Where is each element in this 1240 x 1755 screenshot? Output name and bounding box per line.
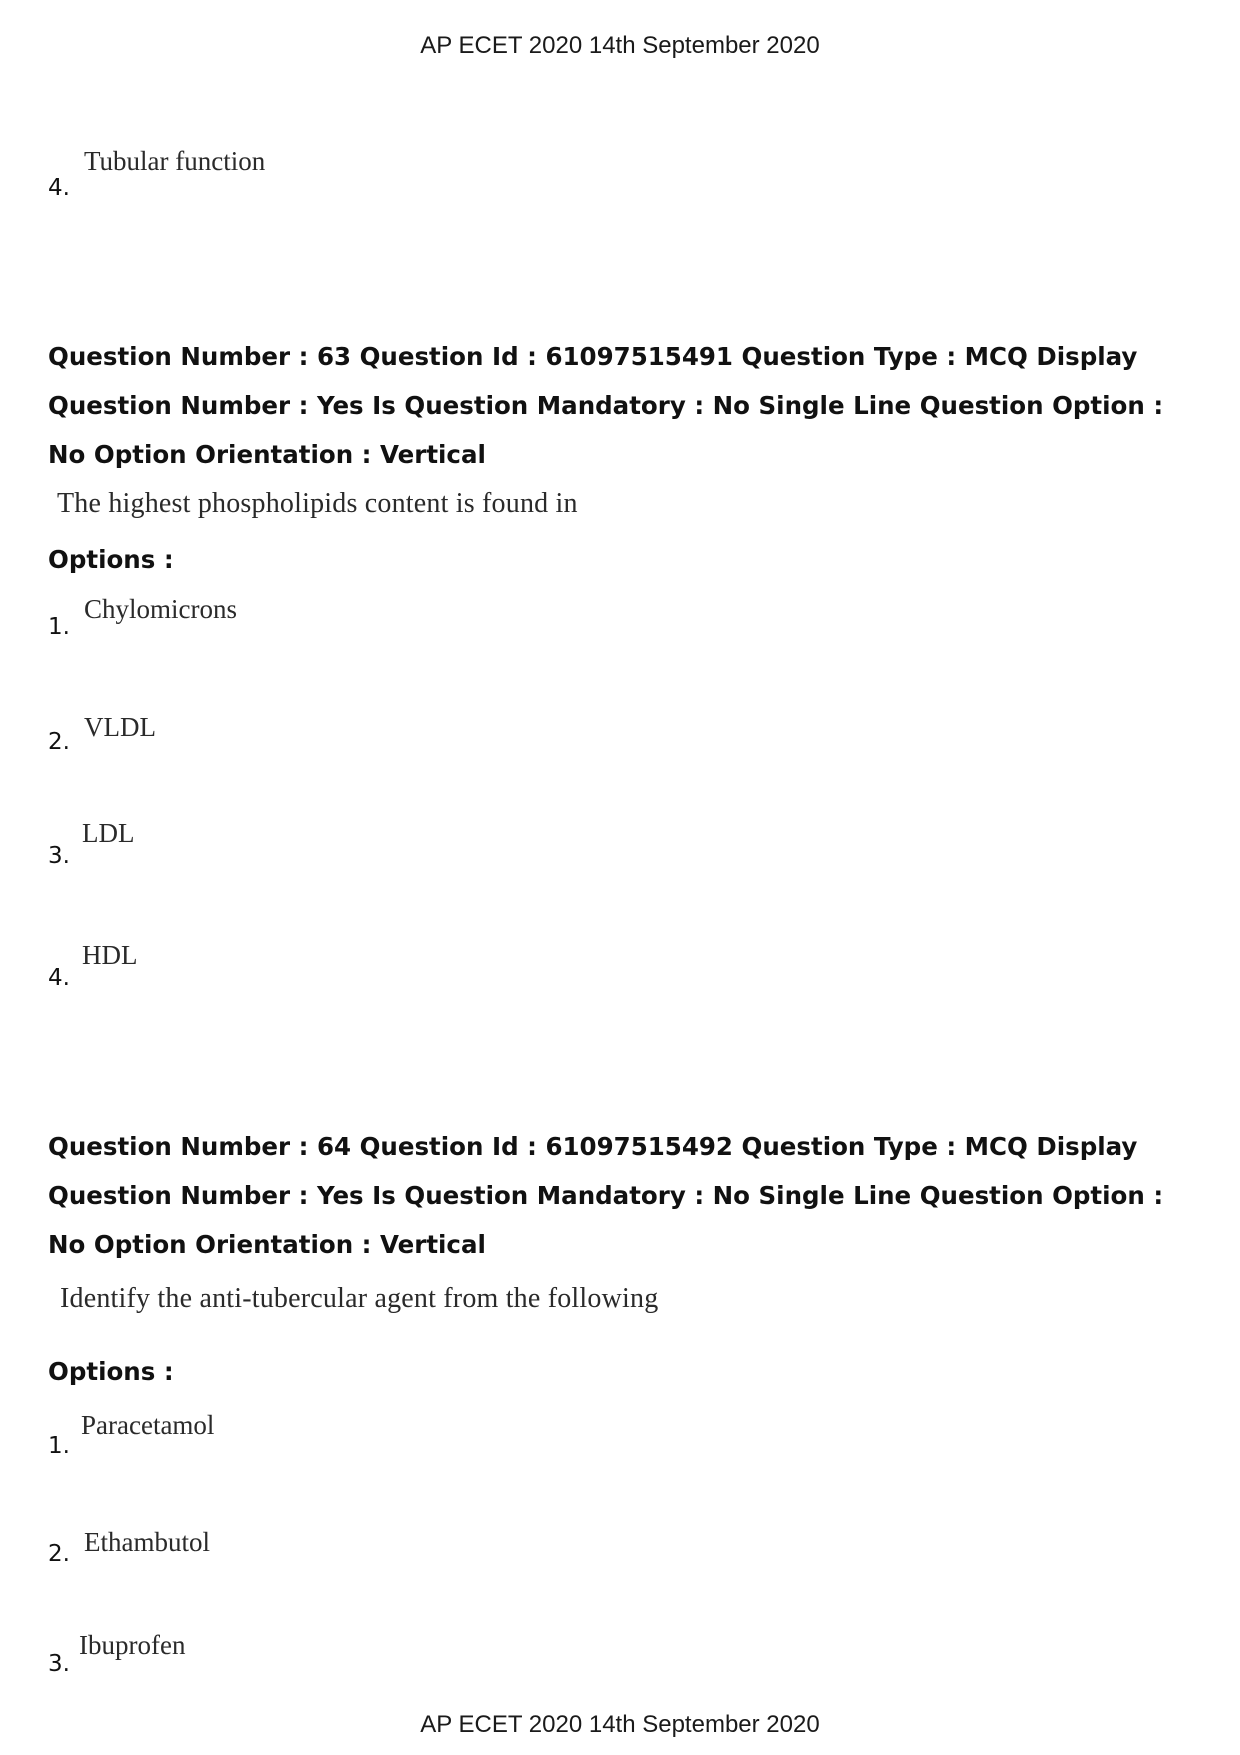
option-text: LDL xyxy=(82,818,135,848)
option-number: 3. xyxy=(48,1651,70,1677)
question-metadata: Question Number : 63 Question Id : 61097515491 Question Type : MCQ Display Question Number : Yes Is Question Mandatory : No Single Line Question Option : No Option Orientation : Vertical xyxy=(48,342,1164,469)
option-number: 1. xyxy=(48,1433,70,1459)
option-number: 2. xyxy=(48,1541,70,1567)
option-number: 3. xyxy=(48,843,70,869)
option-text: VLDL xyxy=(84,712,156,742)
question-stem: The highest phospholipids content is found in xyxy=(57,488,578,519)
option-text: Paracetamol xyxy=(81,1410,215,1440)
option-text: Ethambutol xyxy=(84,1527,210,1557)
page-footer: AP ECET 2020 14th September 2020 xyxy=(420,1711,820,1738)
option-text: Ibuprofen xyxy=(79,1630,186,1660)
options-label: Options : xyxy=(48,1357,174,1386)
options-label: Options : xyxy=(48,545,174,574)
option-text: Chylomicrons xyxy=(84,594,237,624)
question-metadata: Question Number : 64 Question Id : 61097515492 Question Type : MCQ Display Question Number : Yes Is Question Mandatory : No Single Line Question Option : No Option Orientation : Vertical xyxy=(48,1132,1164,1259)
question-stem: Identify the anti-tubercular agent from the following xyxy=(60,1283,659,1314)
option-number: 4. xyxy=(48,175,70,201)
option-text: HDL xyxy=(82,940,138,970)
option-number: 4. xyxy=(48,965,70,991)
option-text: Tubular function xyxy=(84,146,266,176)
option-number: 1. xyxy=(48,614,70,640)
option-number: 2. xyxy=(48,729,70,755)
page-header: AP ECET 2020 14th September 2020 xyxy=(420,32,820,59)
